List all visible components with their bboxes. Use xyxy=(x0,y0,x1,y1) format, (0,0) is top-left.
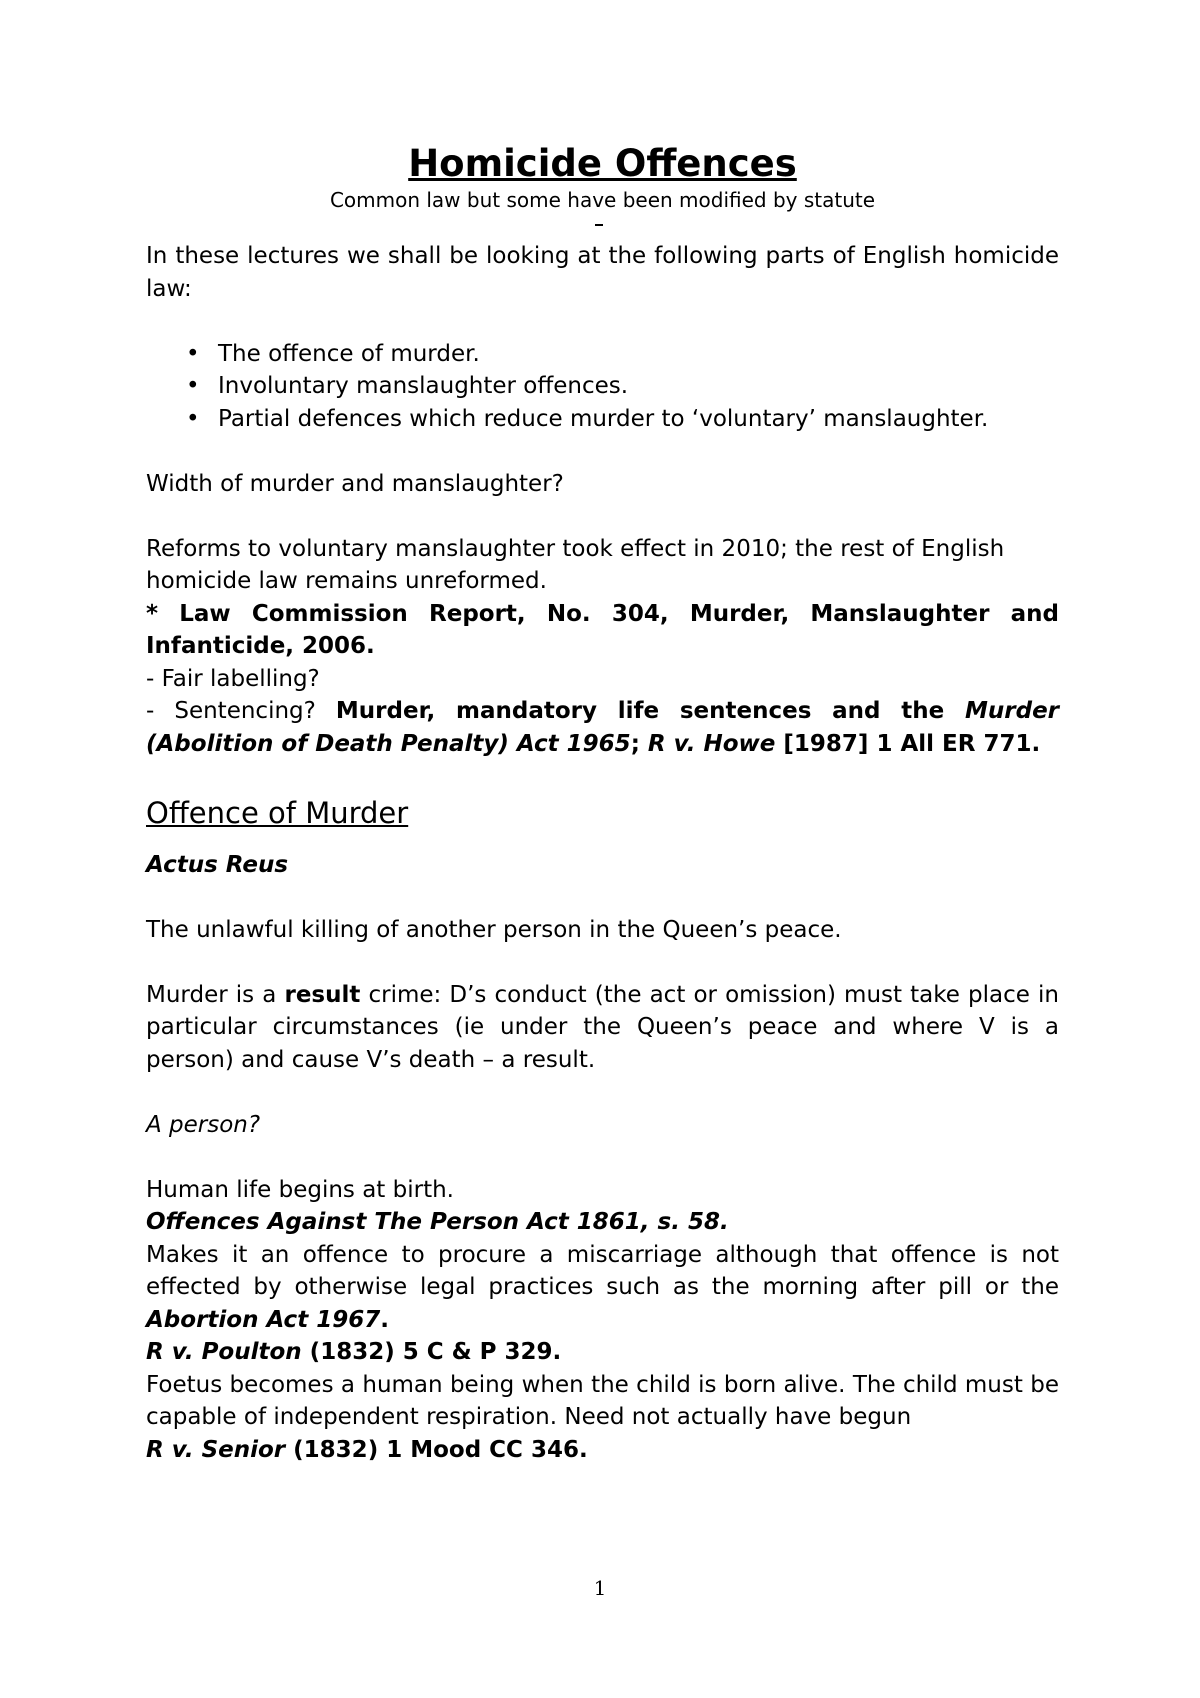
section-heading: Offence of Murder xyxy=(146,795,409,830)
law-commission-citation: * Law Commission Report, No. 304, Murder, Manslaughter and Infanticide, 2006. xyxy=(146,600,1059,659)
miscarriage-paragraph: Makes it an offence to procure a miscarriage although that offence is not effected by otherwise legal practices such as the morning after pill or the Abortion Act 1967. xyxy=(146,1241,1059,1333)
body-text xyxy=(146,240,1059,1466)
case-name: R v. Poulton xyxy=(146,1339,302,1365)
page-number: 1 xyxy=(593,1576,607,1600)
senior-citation: R v. Senior (1832) 1 Mood CC 346. xyxy=(146,1436,588,1463)
poulton-citation: R v. Poulton (1832) 5 C & P 329. xyxy=(146,1339,562,1365)
bullet-icon: • xyxy=(186,405,200,432)
statute-citation: Murder (Abolition of Death Penalty) Act 1965 xyxy=(146,698,1060,757)
list-item: • Involuntary manslaughter offences. xyxy=(146,370,1059,403)
subheading-a-person: A person? xyxy=(146,1111,261,1138)
bullet-icon: • xyxy=(186,340,200,367)
separator-mark xyxy=(595,224,603,226)
reforms-paragraph: Reforms to voluntary manslaughter took effect in 2010; the rest of English homicide law remains unreformed. xyxy=(146,535,1005,594)
statute-citation: Abortion Act 1967 xyxy=(146,1306,381,1333)
list-item: • Partial defences which reduce murder to ‘voluntary’ manslaughter. xyxy=(146,403,1059,436)
document-title: Homicide Offences xyxy=(408,142,797,185)
fair-labelling: - Fair labelling? xyxy=(146,665,320,692)
bullet-icon: • xyxy=(186,373,200,399)
foetus-paragraph: Foetus becomes a human being when the child is born alive. The child must be capable of independent respiration. Need not actually have begun xyxy=(146,1371,1059,1430)
subheading-actus-reus: Actus Reus xyxy=(146,851,289,878)
list-item: • The offence of murder. xyxy=(146,338,1059,371)
case-name: R v. Senior xyxy=(146,1436,286,1463)
document-subtitle: Common law but some have been modified by statute xyxy=(329,188,876,212)
actus-reus-definition: The unlawful killing of another person in the Queen’s peace. xyxy=(146,916,842,943)
topics-list xyxy=(146,338,1059,436)
sentencing-paragraph: - Sentencing? Murder, mandatory life sentences and the Murder (Abolition of Death Penalty) Act 1965; R v. Howe [1987] 1 All ER 771. xyxy=(146,698,1060,757)
human-life-text: Human life begins at birth. xyxy=(146,1176,454,1203)
case-name: R v. Howe xyxy=(647,730,776,757)
oapa-citation: Offences Against The Person Act 1861, s. 58. xyxy=(146,1209,729,1235)
intro-paragraph: In these lectures we shall be looking at the following parts of English homicide law: xyxy=(146,243,1059,302)
width-question: Width of murder and manslaughter? xyxy=(146,470,564,497)
result-crime-paragraph: Murder is a result crime: D’s conduct (the act or omission) must take place in particular circumstances (ie under the Queen’s peace and where V is a person) and cause V’s death – a result. xyxy=(146,981,1059,1073)
